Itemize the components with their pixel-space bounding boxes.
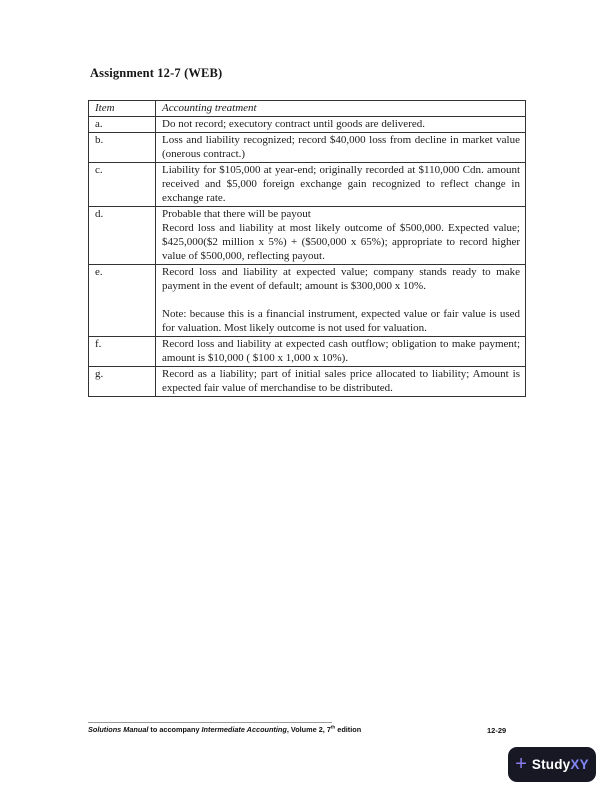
assignment-title: Assignment 12-7 (WEB) [90, 66, 223, 80]
footer-accompany-text: to accompany [148, 725, 202, 734]
footer-citation [88, 725, 361, 734]
treatment-cell [156, 133, 526, 163]
footer-ordinal-suffix: th [330, 724, 336, 730]
footer-edition-text: edition [335, 725, 362, 734]
treatment-note-paragraph: Note: because this is a financial instrument, expected value or fair value is used for valuation. Most likely outcome is not used for valuation. [162, 308, 520, 334]
footer-manual-title: Solutions Manual [88, 725, 149, 734]
treatment-cell [156, 163, 526, 207]
footer-book-title: Intermediate Accounting [201, 725, 287, 734]
treatment-cell [156, 265, 526, 337]
brand-text-primary: Study [531, 757, 571, 772]
footer-divider [88, 722, 332, 723]
table-row-g [89, 367, 526, 397]
studyxy-logo[interactable] [508, 747, 596, 782]
accounting-treatment-table [88, 100, 526, 397]
treatment-paragraph: Record loss and liability at expected value; company stands ready to make payment in the event of default; amount is $300,000 x 10%. [162, 266, 520, 292]
item-label: e. [89, 265, 156, 337]
treatment-paragraph: Probable that there will be payout [162, 208, 311, 220]
table-row-f [89, 337, 526, 367]
brand-text-accent: XY [570, 757, 589, 772]
brand-wordmark [532, 757, 589, 772]
table-row-a [89, 117, 526, 133]
item-label: g. [89, 367, 156, 397]
treatment-paragraph: Record loss and liability at expected cash outflow; obligation to make payment; amount is $10,000 ( $100 x 1,000 x 10%). [162, 338, 520, 364]
item-label: f. [89, 337, 156, 367]
item-label: a. [89, 117, 156, 133]
item-label: d. [89, 207, 156, 265]
table-row-e [89, 265, 526, 337]
treatment-paragraph: Record loss and liability at most likely outcome of $500,000. Expected value; $425,000($2 million x 5%) + ($500,000 x 65%); appropriate to record higher value of $500,000, reflecting payout. [162, 222, 520, 262]
table-row-c [89, 163, 526, 207]
footer-volume-text: , Volume 2, 7 [286, 725, 331, 734]
treatment-paragraph: Liability for $105,000 at year-end; originally recorded at $110,000 Cdn. amount received and $5,000 foreign exchange gain recognized to reflect change in exchange rate. [162, 164, 520, 204]
plus-icon: + [515, 752, 527, 775]
treatment-paragraph: Record as a liability; part of initial sales price allocated to liability; Amount is expected fair value of merchandise to be distributed. [162, 368, 520, 394]
table-row-d [89, 207, 526, 265]
table-row-b [89, 133, 526, 163]
item-label: c. [89, 163, 156, 207]
item-label: b. [89, 133, 156, 163]
table-header-row [89, 101, 526, 117]
item-column-header: Item [89, 101, 156, 117]
treatment-paragraph: Do not record; executory contract until goods are delivered. [162, 118, 425, 130]
treatment-cell [156, 207, 526, 265]
treatment-cell [156, 337, 526, 367]
treatment-cell [156, 367, 526, 397]
treatment-column-header: Accounting treatment [156, 101, 526, 117]
page-number: 12-29 [487, 726, 507, 735]
treatment-cell [156, 117, 526, 133]
treatment-paragraph: Loss and liability recognized; record $40,000 loss from decline in market value (onerous contract.) [162, 134, 520, 160]
